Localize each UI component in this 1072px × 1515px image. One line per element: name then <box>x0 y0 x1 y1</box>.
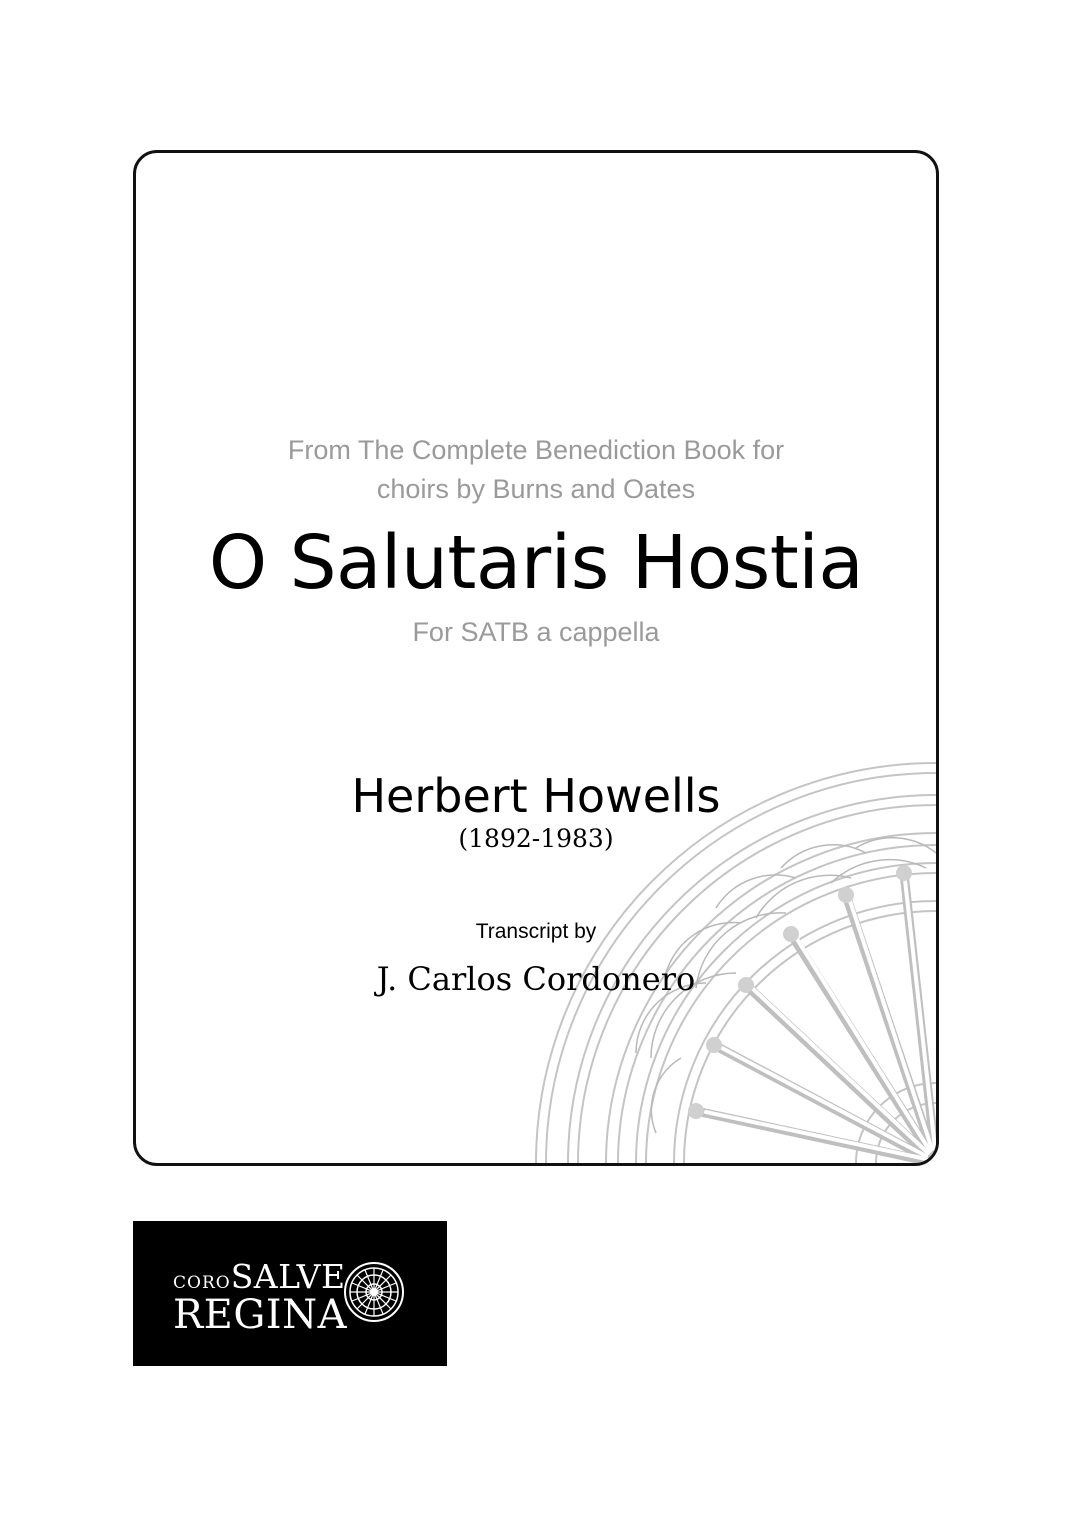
choir-logo <box>133 1221 447 1366</box>
logo-coro: CORO <box>173 1273 231 1293</box>
logo-salve: SALVE <box>230 1257 346 1296</box>
composer-dates: (1892-1983) <box>458 824 614 853</box>
rose-window-emblem-icon <box>343 1261 405 1323</box>
rose-window-icon <box>136 153 939 1166</box>
composer-name: Herbert Howells <box>351 769 721 823</box>
source-note-line: choirs by Burns and Oates <box>376 474 696 504</box>
logo-regina: REGINA <box>173 1292 347 1338</box>
subtitle: For SATB a cappella <box>412 617 660 647</box>
logo-wordmark <box>173 1257 347 1338</box>
cover-frame <box>133 150 939 1166</box>
page-title: O Salutaris Hostia <box>208 520 864 606</box>
transcript-label: Transcript by <box>475 920 597 943</box>
transcriber-name: J. Carlos Cordonero <box>376 960 696 998</box>
source-note-line: From The Complete Benediction Book for <box>287 435 785 465</box>
source-note <box>136 431 936 509</box>
